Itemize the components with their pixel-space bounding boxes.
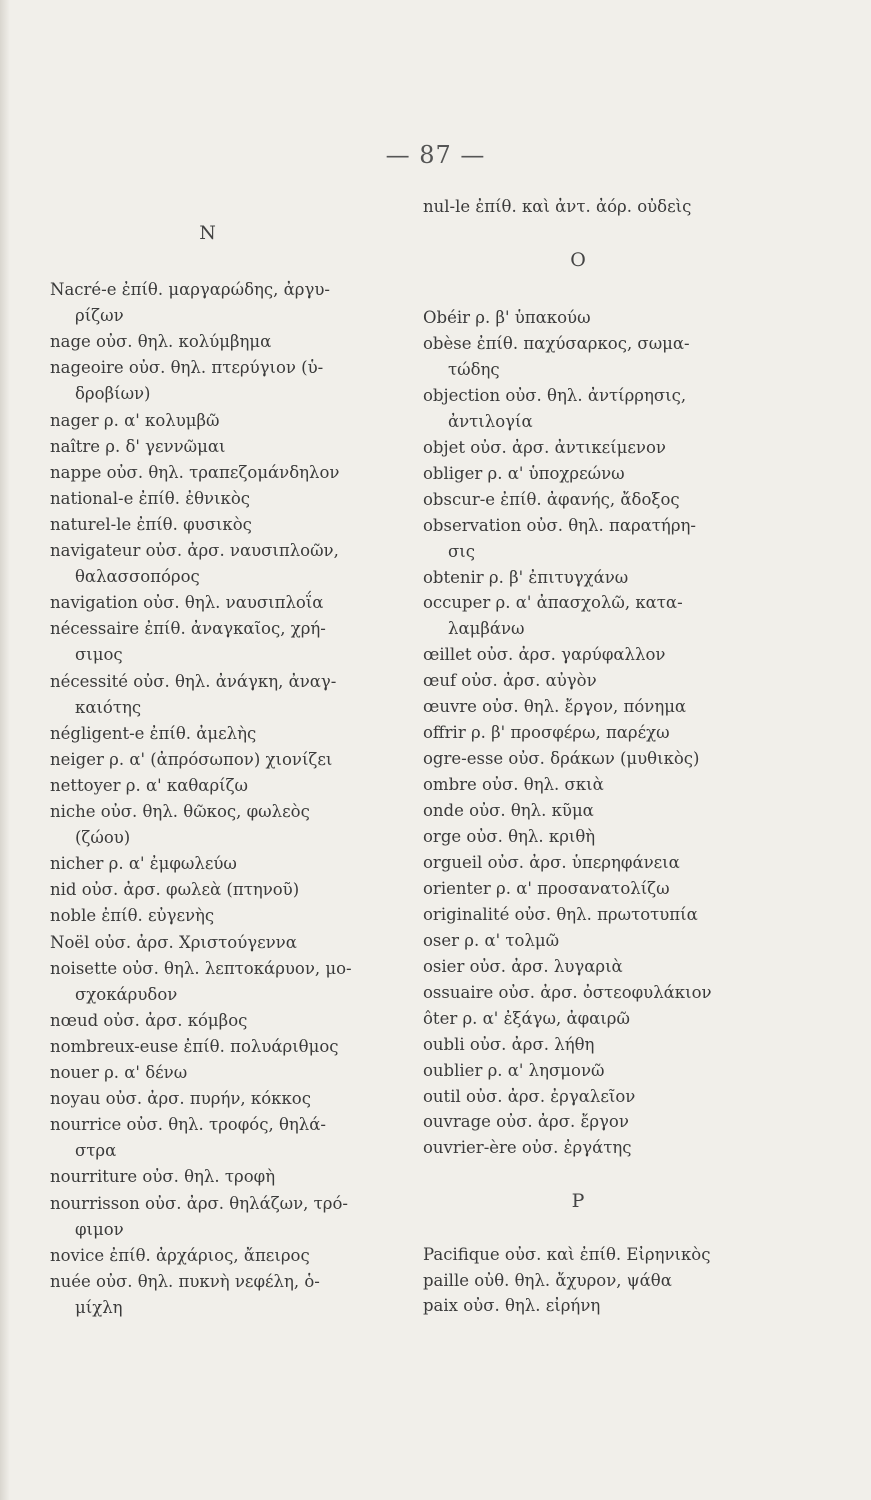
dictionary-entry: nourrice οὐσ. θηλ. τροφός, θηλά-	[50, 1115, 326, 1135]
entry-continuation: στρα	[75, 1141, 117, 1161]
dictionary-entry: nécessité οὐσ. θηλ. ἀνάγκη, ἀναγ-	[50, 671, 337, 691]
entry-continuation: λαμβάνω	[448, 619, 525, 639]
dictionary-entry: nettoyer ρ. α' καθαρίζω	[50, 775, 249, 795]
dictionary-entry: oubli οὐσ. ἀρσ. λήθη	[423, 1034, 595, 1054]
dictionary-entry: orienter ρ. α' προσανατολίζω	[423, 878, 670, 898]
dictionary-entry: négligent-e ἐπίθ. ἀμελὴς	[50, 723, 257, 743]
dictionary-entry: nid οὐσ. ἀρσ. φωλεὰ (πτηνοῦ)	[50, 880, 300, 900]
dictionary-entry: nécessaire ἐπίθ. ἀναγκαῖος, χρή-	[50, 619, 326, 639]
dictionary-entry: œuf οὐσ. ἀρσ. αὐγὸν	[423, 671, 597, 691]
dictionary-entry: oublier ρ. α' λησμονῶ	[423, 1060, 605, 1080]
entry-continuation: σις	[448, 541, 475, 561]
dictionary-entry: orgueil οὐσ. ἀρσ. ὑπερηφάνεια	[423, 852, 680, 872]
dictionary-entry: noyau οὐσ. ἀρσ. πυρήν, κόκκος	[50, 1089, 311, 1109]
dictionary-entry: nuée οὐσ. θηλ. πυκνὴ νεφέλη, ὁ-	[50, 1271, 320, 1291]
entry-continuation: (ζώου)	[75, 828, 131, 848]
entry-continuation: φιμον	[75, 1219, 124, 1239]
entry-continuation: τώδης	[448, 359, 500, 379]
dictionary-entry: Pacifique οὐσ. καὶ ἐπίθ. Εἰρηνικὸς	[423, 1245, 711, 1264]
dictionary-entry: obtenir ρ. β' ἐπιτυγχάνω	[423, 567, 629, 587]
dictionary-entry: naître ρ. δ' γεννῶμαι	[50, 436, 226, 456]
dictionary-entry: Noël οὐσ. ἀρσ. Χριστούγεννα	[50, 932, 297, 952]
entry-continuation: ρίζων	[75, 306, 124, 326]
entry-continuation: θαλασσοπόρος	[75, 567, 200, 587]
dictionary-entry: objection οὐσ. θηλ. ἀντίρρησις,	[423, 385, 687, 405]
dictionary-entry: objet οὐσ. ἀρσ. ἀντικείμενον	[423, 437, 666, 457]
dictionary-entry: ouvrier-ère οὐσ. ἐργάτης	[423, 1138, 632, 1158]
dictionary-entry: observation οὐσ. θηλ. παρατήρη-	[423, 515, 696, 535]
dictionary-entry: nappe οὐσ. θηλ. τραπεζομάνδηλον	[50, 462, 340, 482]
dictionary-entry: national-e ἐπίθ. ἐθνικὸς	[50, 488, 250, 508]
dictionary-entry: ogre-esse οὐσ. δράκων (μυθικὸς)	[423, 749, 700, 769]
dictionary-entry: obscur-e ἐπίθ. ἀφανής, ἄδοξος	[423, 489, 680, 509]
dictionary-entry: nombreux-euse ἐπίθ. πολυάριθμος	[50, 1036, 339, 1056]
dictionary-entry: ombre οὐσ. θηλ. σκιὰ	[423, 775, 604, 795]
dictionary-entry: noisette οὐσ. θηλ. λεπτοκάρυον, μο-	[50, 958, 352, 978]
dictionary-entry: originalité οὐσ. θηλ. πρωτοτυπία	[423, 904, 698, 924]
entry-continuation: σχοκάρυδον	[75, 984, 178, 1004]
entry-continuation: ἀντιλογία	[448, 411, 533, 431]
dictionary-entry: paix οὐσ. θηλ. εἰρήνη	[423, 1296, 601, 1315]
dictionary-entry: obliger ρ. α' ὑποχρεώνω	[423, 463, 625, 483]
entry-continuation: μίχλη	[75, 1297, 123, 1317]
dictionary-entry: nageoire οὐσ. θηλ. πτερύγιον (ὑ-	[50, 358, 324, 378]
dictionary-entry: œillet οὐσ. ἀρσ. γαρύφαλλον	[423, 645, 666, 665]
dictionary-entry: osier οὐσ. ἀρσ. λυγαριὰ	[423, 956, 623, 976]
dictionary-entry: obèse ἐπίθ. παχύσαρκος, σωμα-	[423, 333, 690, 353]
dictionary-entry: nage οὐσ. θηλ. κολύμβημα	[50, 332, 272, 352]
dictionary-entry: onde οὐσ. θηλ. κῦμα	[423, 801, 594, 821]
dictionary-entry: offrir ρ. β' προσφέρω, παρέχω	[423, 723, 670, 743]
dictionary-entry: naturel-le ἐπίθ. φυσικὸς	[50, 514, 252, 534]
dictionary-entry: ossuaire οὐσ. ἀρσ. ὀστεοφυλάκιον	[423, 982, 712, 1002]
dictionary-entry: Obéir ρ. β' ὑπακούω	[423, 308, 591, 327]
entry-continuation: καιότης	[75, 697, 142, 717]
dictionary-entry: outil οὐσ. ἀρσ. ἐργαλεῖον	[423, 1086, 636, 1106]
page-edge-shadow	[0, 0, 10, 1500]
dictionary-entry: novice ἐπίθ. ἀρχάριος, ἄπειρος	[50, 1245, 310, 1265]
dictionary-entry: nul-le ἐπίθ. καὶ ἀντ. ἀόρ. οὐδεὶς	[423, 197, 692, 216]
dictionary-entry: ôter ρ. α' ἐξάγω, ἀφαιρῶ	[423, 1008, 630, 1028]
section-letter-p: P	[571, 1190, 585, 1212]
dictionary-entry: nourriture οὐσ. θηλ. τροφὴ	[50, 1167, 276, 1187]
entry-continuation: σιμος	[75, 645, 123, 665]
dictionary-entry: ouvrage οὐσ. ἀρσ. ἔργον	[423, 1112, 629, 1132]
dictionary-entry: navigation οὐσ. θηλ. ναυσιπλοΐα	[50, 593, 324, 613]
dictionary-entry: oser ρ. α' τολμῶ	[423, 930, 560, 950]
dictionary-entry: nager ρ. α' κολυμβῶ	[50, 410, 220, 430]
dictionary-entry: orge οὐσ. θηλ. κριθὴ	[423, 827, 596, 846]
page-number: — 87 —	[385, 141, 486, 169]
dictionary-entry: nicher ρ. α' ἐμφωλεύω	[50, 854, 237, 874]
dictionary-entry: nourrisson οὐσ. ἀρσ. θηλάζων, τρό-	[50, 1193, 348, 1213]
dictionary-entry: nœud οὐσ. ἀρσ. κόμβος	[50, 1010, 248, 1030]
dictionary-entry: œuvre οὐσ. θηλ. ἔργον, πόνημα	[423, 697, 687, 717]
entry-continuation: δροβίων)	[75, 384, 151, 404]
dictionary-entry: noble ἐπίθ. εὐγενὴς	[50, 906, 215, 926]
dictionary-entry: paille οὐθ. θηλ. ἄχυρον, ψάθα	[423, 1270, 672, 1290]
dictionary-entry: occuper ρ. α' ἀπασχολῶ, κατα-	[423, 593, 683, 613]
section-letter-o: O	[570, 249, 586, 271]
dictionary-entry: navigateur οὐσ. ἀρσ. ναυσιπλοῶν,	[50, 541, 339, 560]
dictionary-entry: Nacré-e ἐπίθ. μαργαρώδης, ἀργυ-	[50, 280, 330, 299]
dictionary-entry: niche οὐσ. θηλ. θῶκος, φωλεὸς	[50, 802, 310, 821]
dictionary-entry: neiger ρ. α' (ἀπρόσωπον) χιονίζει	[50, 749, 333, 769]
dictionary-entry: nouer ρ. α' δένω	[50, 1063, 188, 1082]
section-letter-n: N	[199, 222, 216, 244]
